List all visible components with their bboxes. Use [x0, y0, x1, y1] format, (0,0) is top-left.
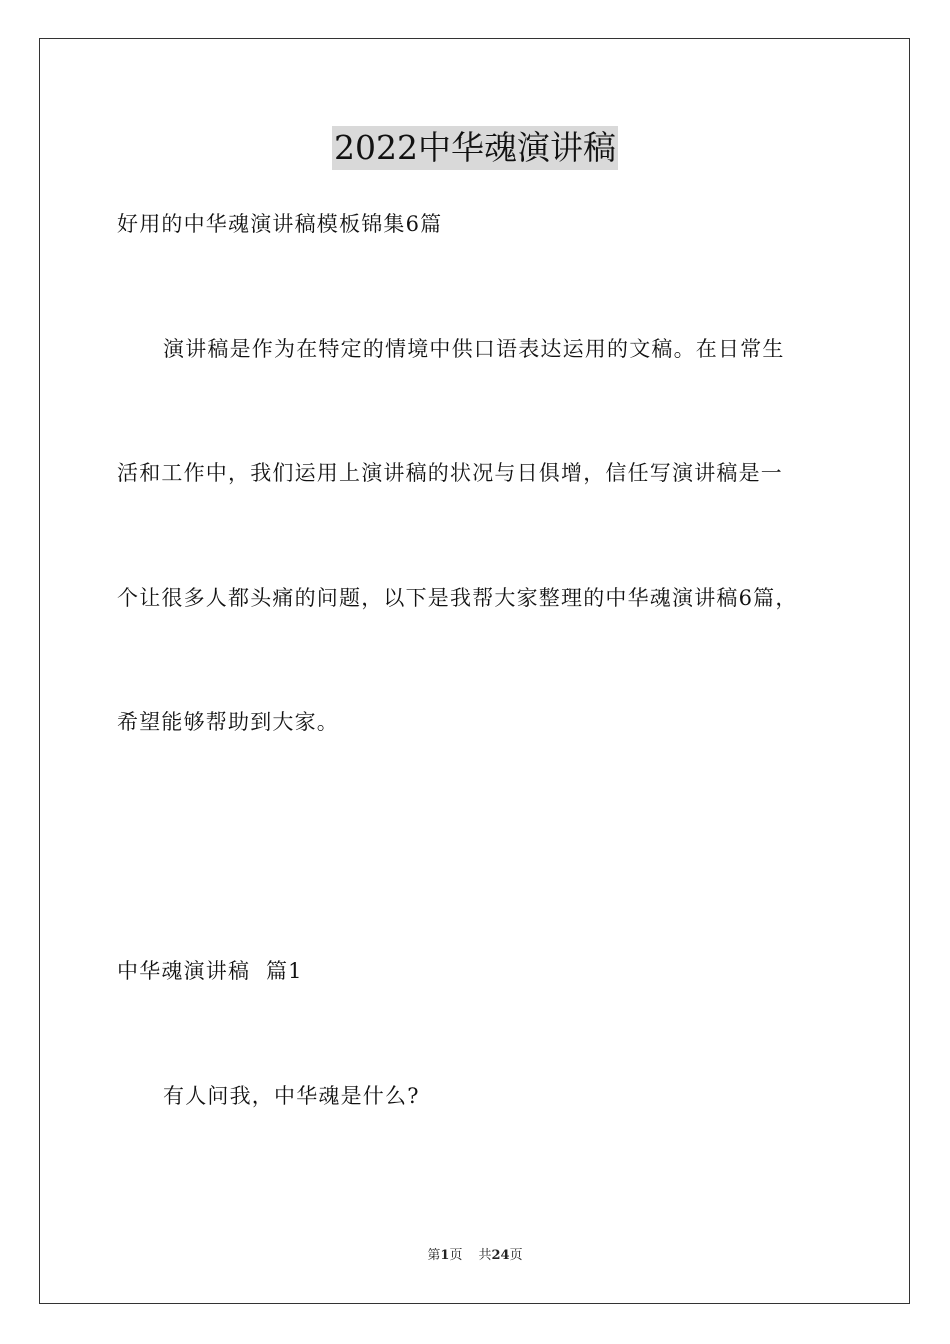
- intro-line-3: 个让很多人都头痛的问题，以下是我帮大家整理的中华魂演讲稿6篇，: [117, 586, 798, 610]
- document-subtitle: 好用的中华魂演讲稿模板锦集6篇: [117, 212, 443, 236]
- footer-total-prefix: 共: [478, 1248, 492, 1263]
- footer-page-suffix: 页: [449, 1248, 463, 1263]
- footer-total-suffix: 页: [509, 1248, 523, 1263]
- title-container: [0, 126, 950, 170]
- footer-total-pages: 24: [491, 1248, 510, 1263]
- body-line-1: 有人问我，中华魂是什么?: [163, 1084, 420, 1108]
- intro-line-4: 希望能够帮助到大家。: [117, 710, 339, 734]
- footer-page-prefix: 第: [427, 1248, 441, 1263]
- intro-line-2: 活和工作中，我们运用上演讲稿的状况与日俱增，信任写演讲稿是一: [117, 461, 783, 485]
- section-heading: 中华魂演讲稿 篇1: [117, 959, 303, 983]
- document-title: 2022中华魂演讲稿: [332, 126, 618, 170]
- page-footer: [0, 1247, 950, 1265]
- footer-page-number: 1: [440, 1248, 450, 1263]
- intro-line-1: 演讲稿是作为在特定的情境中供口语表达运用的文稿。在日常生: [163, 337, 785, 361]
